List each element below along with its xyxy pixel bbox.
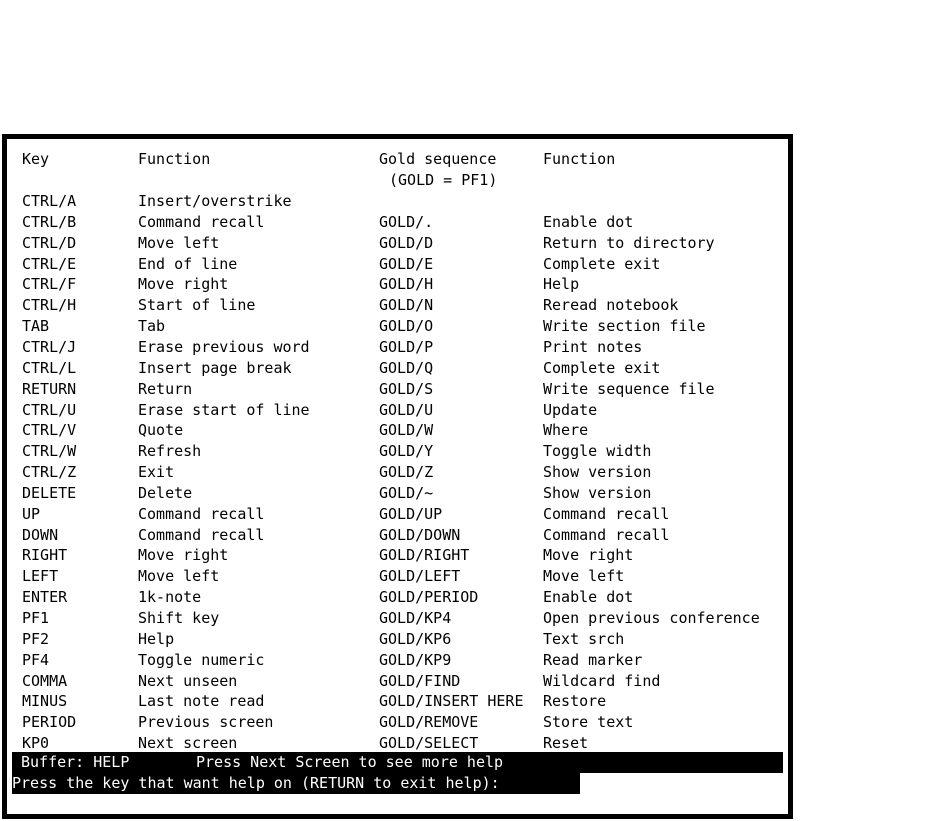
row-gold-sequence: GOLD/~ <box>379 483 434 502</box>
row-key: ENTER <box>22 588 68 607</box>
row-key: RETURN <box>22 379 77 398</box>
row-key: TAB <box>22 317 50 336</box>
header-function: Function <box>138 150 211 168</box>
row-function: Insert page break <box>138 358 292 377</box>
row-function: Previous screen <box>138 713 274 732</box>
row-gold-function: Store text <box>543 713 634 732</box>
row-gold-function: Write section file <box>543 317 706 336</box>
row-gold-sequence: GOLD/KP9 <box>379 650 452 669</box>
row-function: Erase previous word <box>138 337 310 356</box>
row-gold-function: Reset <box>543 734 589 753</box>
row-gold-sequence: GOLD/LEFT <box>379 567 461 586</box>
header-gold-function: Function <box>543 150 616 168</box>
row-function: Refresh <box>138 442 202 461</box>
row-key: RIGHT <box>22 546 68 565</box>
row-gold-sequence: GOLD/Q <box>379 358 434 377</box>
row-gold-function: Write sequence file <box>543 379 715 398</box>
row-function: Exit <box>138 463 175 482</box>
row-gold-sequence: GOLD/N <box>379 296 434 315</box>
row-function: Command recall <box>138 212 265 231</box>
help-prompt[interactable] <box>12 773 580 794</box>
row-gold-function: Command recall <box>543 525 670 544</box>
row-function: End of line <box>138 254 238 273</box>
row-gold-function: Enable dot <box>543 588 634 607</box>
status-hint: Press Next Screen to see more help <box>196 753 504 771</box>
row-gold-sequence: GOLD/SELECT <box>379 734 479 753</box>
row-gold-function: Open previous conference <box>543 609 760 627</box>
row-gold-sequence: GOLD/DOWN <box>379 525 461 544</box>
row-key: MINUS <box>22 692 68 711</box>
row-key: CTRL/Z <box>22 463 77 482</box>
row-gold-function: Show version <box>543 463 652 482</box>
row-key: CTRL/A <box>22 192 77 210</box>
row-gold-function: Complete exit <box>543 254 661 273</box>
prompt-text: Press the key that want help on (RETURN to exit help): <box>12 774 500 792</box>
row-function: Delete <box>138 483 193 502</box>
row-key: LEFT <box>22 567 59 586</box>
row-key: CTRL/L <box>22 358 77 377</box>
row-function: Next screen <box>138 734 238 753</box>
status-bar <box>12 752 783 773</box>
row-gold-sequence: GOLD/UP <box>379 504 443 523</box>
row-gold-function: Move right <box>543 546 634 565</box>
row-function: Move right <box>138 546 229 565</box>
row-function: Insert/overstrike <box>138 192 292 210</box>
row-gold-function: Update <box>543 400 598 419</box>
header-gold-note: (GOLD = PF1) <box>389 171 498 189</box>
row-function: Erase start of line <box>138 400 310 419</box>
row-key: CTRL/H <box>22 296 77 315</box>
terminal-window[interactable] <box>2 134 793 819</box>
row-gold-function: Complete exit <box>543 358 661 377</box>
row-function: Command recall <box>138 504 265 523</box>
row-gold-sequence: GOLD/P <box>379 337 434 356</box>
row-function: Move right <box>138 275 229 294</box>
row-gold-function: Read marker <box>543 650 643 669</box>
row-gold-function: Restore <box>543 692 607 711</box>
row-key: PF2 <box>22 629 50 648</box>
row-gold-function: Enable dot <box>543 212 634 231</box>
row-gold-sequence: GOLD/INSERT HERE <box>379 692 524 711</box>
row-gold-function: Show version <box>543 483 652 502</box>
row-key: CTRL/J <box>22 337 77 356</box>
row-gold-function: Move left <box>543 567 625 586</box>
row-key: CTRL/F <box>22 275 77 294</box>
row-gold-function: Reread notebook <box>543 296 679 315</box>
row-gold-function: Command recall <box>543 504 670 523</box>
row-gold-sequence: GOLD/D <box>379 233 434 252</box>
row-gold-sequence: GOLD/H <box>379 275 434 294</box>
row-gold-sequence: GOLD/RIGHT <box>379 546 470 565</box>
header-key: Key <box>22 150 50 168</box>
row-gold-function: Where <box>543 421 589 440</box>
row-gold-function: Return to directory <box>543 233 715 252</box>
row-gold-sequence: GOLD/Y <box>379 442 434 461</box>
row-gold-sequence: GOLD/KP4 <box>379 609 452 627</box>
row-gold-function: Text srch <box>543 629 625 648</box>
row-gold-sequence: GOLD/KP6 <box>379 629 452 648</box>
row-key: COMMA <box>22 671 68 690</box>
row-gold-sequence: GOLD/REMOVE <box>379 713 479 732</box>
row-function: Last note read <box>138 692 265 711</box>
row-key: CTRL/B <box>22 212 77 231</box>
row-function: Quote <box>138 421 184 440</box>
row-gold-sequence: GOLD/U <box>379 400 434 419</box>
row-function: Command recall <box>138 525 265 544</box>
row-gold-function: Help <box>543 275 580 294</box>
row-gold-sequence: GOLD/PERIOD <box>379 588 479 607</box>
row-key: PF1 <box>22 609 50 627</box>
row-function: Return <box>138 379 193 398</box>
header-gold-sequence: Gold sequence <box>379 150 497 168</box>
row-function: Next unseen <box>138 671 238 690</box>
row-function: Tab <box>138 317 166 336</box>
row-key: CTRL/D <box>22 233 77 252</box>
row-gold-function: Print notes <box>543 337 643 356</box>
row-gold-function: Toggle width <box>543 442 652 461</box>
row-key: CTRL/V <box>22 421 77 440</box>
row-gold-sequence: GOLD/Z <box>379 463 434 482</box>
row-key: CTRL/E <box>22 254 77 273</box>
row-gold-function: Wildcard find <box>543 671 661 690</box>
row-key: DELETE <box>22 483 77 502</box>
buffer-label: Buffer: HELP <box>21 753 130 771</box>
row-key: DOWN <box>22 525 59 544</box>
row-gold-sequence: GOLD/FIND <box>379 671 461 690</box>
row-key: PERIOD <box>22 713 77 732</box>
row-function: Move left <box>138 567 220 586</box>
row-gold-sequence: GOLD/. <box>379 212 434 231</box>
row-key: KP0 <box>22 734 50 753</box>
row-key: CTRL/U <box>22 400 77 419</box>
row-function: Toggle numeric <box>138 650 265 669</box>
row-function: Move left <box>138 233 220 252</box>
row-function: Start of line <box>138 296 256 315</box>
row-gold-sequence: GOLD/S <box>379 379 434 398</box>
row-gold-sequence: GOLD/W <box>379 421 434 440</box>
row-function: Shift key <box>138 609 220 627</box>
row-function: 1k-note <box>138 588 202 607</box>
row-key: CTRL/W <box>22 442 77 461</box>
row-key: UP <box>22 504 41 523</box>
row-key: PF4 <box>22 650 50 669</box>
row-function: Help <box>138 629 175 648</box>
row-gold-sequence: GOLD/E <box>379 254 434 273</box>
row-gold-sequence: GOLD/O <box>379 317 434 336</box>
